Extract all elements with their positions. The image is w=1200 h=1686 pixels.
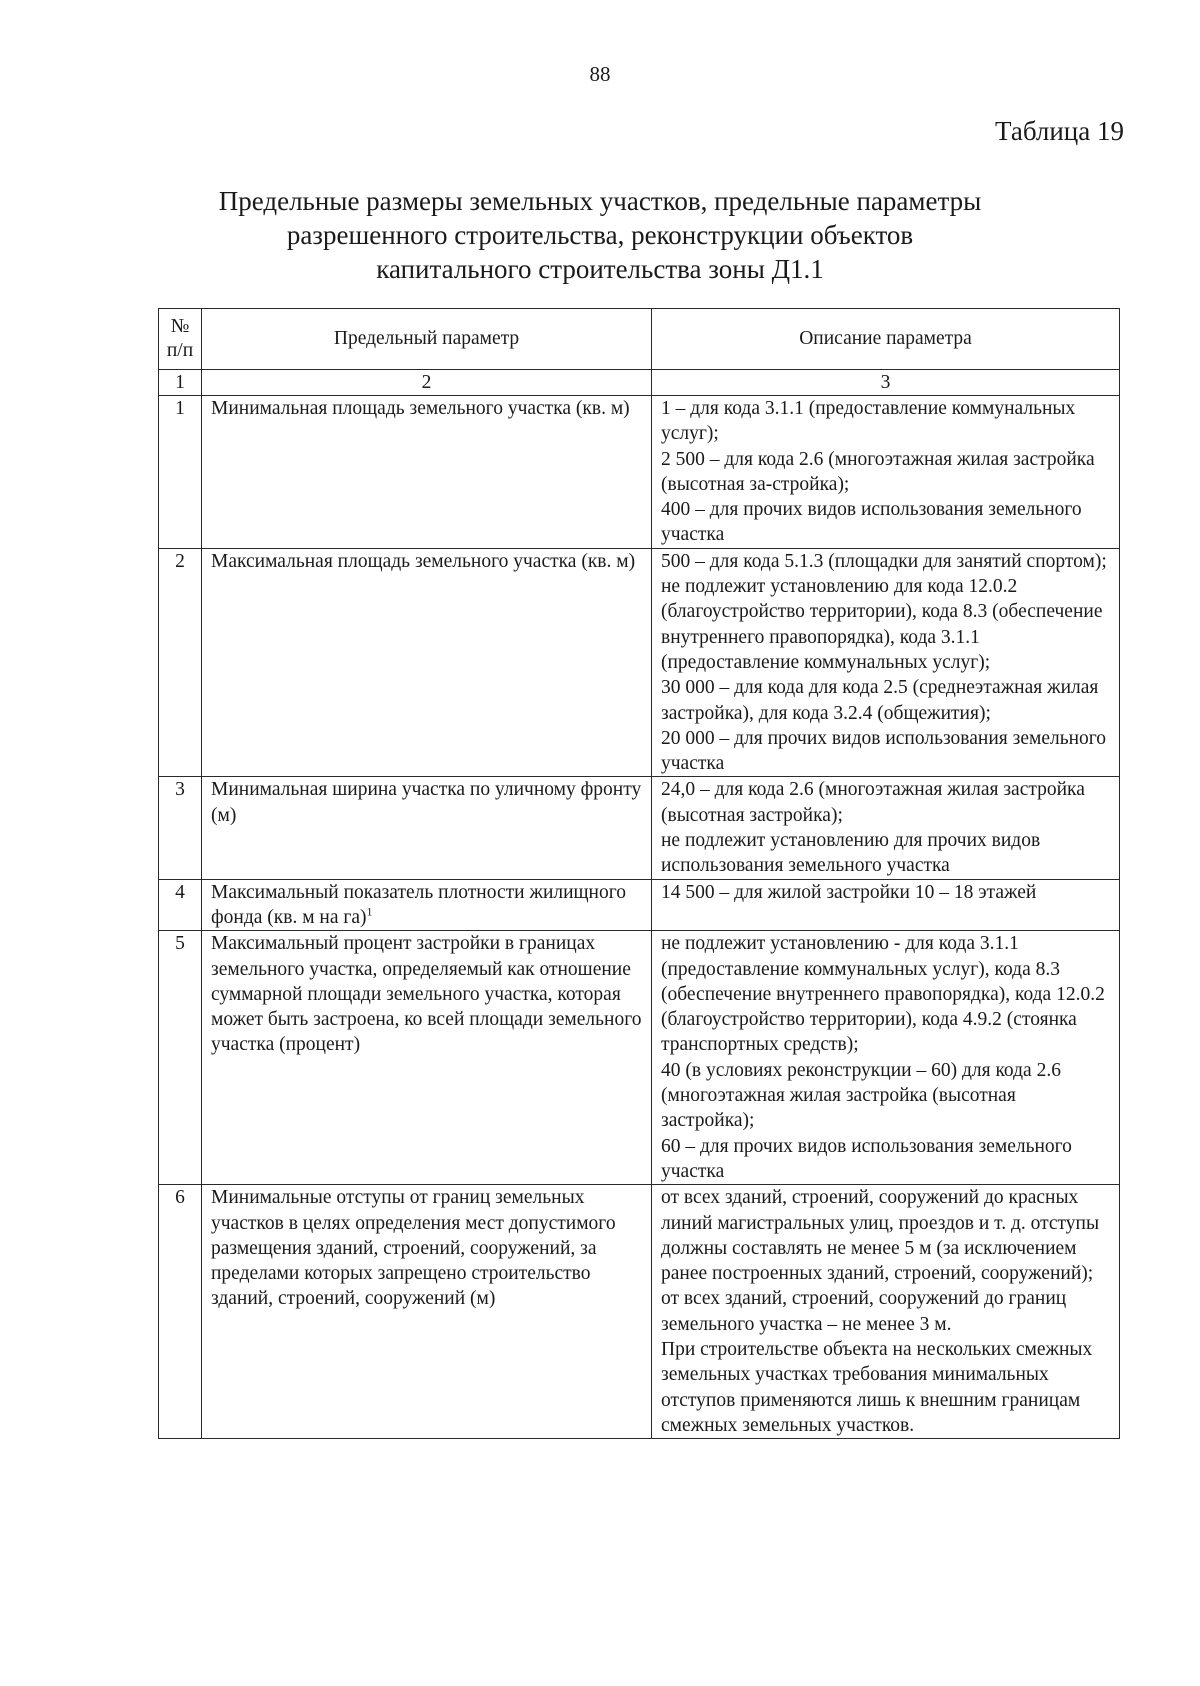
parameter-cell	[202, 879, 652, 931]
title-line: Предельные размеры земельных участков, предельные параметры	[218, 186, 982, 216]
description-cell	[652, 777, 1120, 879]
header-number-symbol: №	[170, 316, 190, 337]
description-line: 60 – для прочих видов использования земельного участка	[661, 1135, 1072, 1182]
parameter-cell	[202, 548, 652, 777]
row-number: 4	[159, 879, 202, 931]
parameter-text: Минимальные отступы от границ земельных участков в целях определения мест допустимого размещения зданий, строений, сооружений, за пределами которых запрещено строительство зданий, строений, сооружений (м)	[211, 1187, 616, 1310]
table-row	[159, 1185, 1120, 1439]
column-number: 1	[159, 370, 202, 396]
description-cell	[652, 1185, 1120, 1439]
description-line: не подлежит установлению - для кода 3.1.1 (предоставление коммунальных услуг), кода 8.3 (обеспечение внутреннего правопорядка), кода 12.0.2 (благоустройство территории), кода 4.9.2 (стоянка транспортных средств);	[661, 933, 1105, 1056]
column-number-row	[159, 370, 1120, 396]
row-number: 2	[159, 548, 202, 777]
table-row	[159, 396, 1120, 549]
description-line: 20 000 – для прочих видов использования земельного участка	[661, 727, 1107, 775]
description-cell	[652, 879, 1120, 931]
description-cell	[652, 396, 1120, 549]
parameter-cell	[202, 396, 652, 549]
header-description: Описание параметра	[652, 309, 1120, 370]
parameter-cell	[202, 931, 652, 1185]
description-line: 1 – для кода 3.1.1 (предоставление коммунальных услуг);	[661, 398, 1076, 445]
column-number: 2	[202, 370, 652, 396]
description-line: При строительстве объекта на нескольких смежных земельных участках требования минимальных отступов применяются лишь к внешним границам смежных земельных участков.	[661, 1338, 1093, 1436]
description-line: от всех зданий, строений, сооружений до границ земельного участка – не менее 3 м.	[661, 1288, 1067, 1335]
row-number: 5	[159, 931, 202, 1185]
table-row	[159, 879, 1120, 931]
title-line: капитального строительства зоны Д1.1	[376, 254, 824, 284]
column-number: 3	[652, 370, 1120, 396]
parameter-text: Максимальный показатель плотности жилищного фонда (кв. м на га)	[211, 881, 627, 928]
parameter-text: Максимальный процент застройки в границах земельного участка, определяемый как отношение суммарной площади земельного участка, которая может быть застроена, ко всей площади земельного участка (процент)	[211, 933, 642, 1056]
table-label: Таблица 19	[995, 116, 1124, 146]
header-number-abbr: п/п	[166, 340, 194, 361]
description-line: не подлежит установлению для прочих видов использования земельного участка	[661, 830, 1041, 877]
parameter-cell	[202, 1185, 652, 1439]
description-cell	[652, 931, 1120, 1185]
description-line: 30 000 – для кода для кода 2.5 (среднеэтажная жилая застройка), для кода 3.2.4 (общежития);	[661, 677, 1099, 724]
page-number: 88	[589, 62, 611, 86]
table-row	[159, 777, 1120, 879]
description-line: 40 (в условиях реконструкции – 60) для кода 2.6 (многоэтажная жилая застройка (высотная застройка);	[661, 1059, 1061, 1132]
parameter-cell	[202, 777, 652, 879]
parameter-text: Минимальная ширина участка по уличному фронту (м)	[211, 779, 642, 826]
header-parameter: Предельный параметр	[202, 309, 652, 370]
table-header-row	[159, 309, 1120, 370]
document-title	[150, 184, 1050, 286]
description-line: от всех зданий, строений, сооружений до красных линий магистральных улиц, проездов и т. д. отступы должны составлять не менее 5 м (за исключением ранее построенных зданий, строений, сооружений);	[661, 1187, 1100, 1285]
header-number	[159, 309, 202, 370]
title-line: разрешенного строительства, реконструкции объектов	[286, 220, 914, 250]
description-line: 14 500 – для жилой застройки 10 – 18 этажей	[661, 881, 1037, 903]
row-number: 3	[159, 777, 202, 879]
description-line: 24,0 – для кода 2.6 (многоэтажная жилая застройка (высотная застройка);	[661, 779, 1085, 826]
description-line: 400 – для прочих видов использования земельного участка	[661, 499, 1082, 546]
table-row	[159, 931, 1120, 1185]
row-number: 6	[159, 1185, 202, 1439]
table-row	[159, 548, 1120, 777]
parameter-text: Максимальная площадь земельного участка (кв. м)	[211, 550, 636, 572]
description-line: не подлежит установлению для кода 12.0.2 (благоустройство территории), кода 8.3 (обеспечение внутреннего правопорядка), кода 3.1.1 (предоставление коммунальных услуг);	[661, 576, 1103, 673]
parameters-table	[158, 308, 1120, 1439]
parameter-text: Минимальная площадь земельного участка (кв. м)	[211, 398, 630, 419]
description-line: 2 500 – для кода 2.6 (многоэтажная жилая застройка (высотная за-стройка);	[661, 448, 1095, 495]
description-cell	[652, 548, 1120, 777]
description-line: 500 – для кода 5.1.3 (площадки для занятий спортом);	[661, 550, 1107, 572]
row-number: 1	[159, 396, 202, 549]
footnote-marker: 1	[366, 904, 373, 919]
